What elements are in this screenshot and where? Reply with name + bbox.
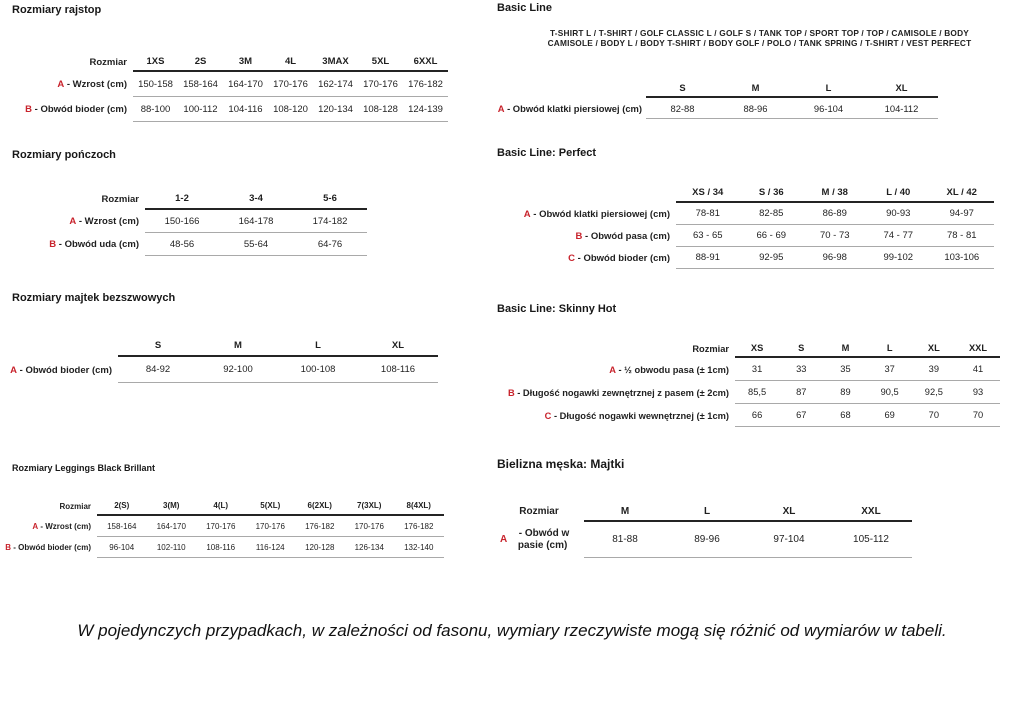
table-row [8,357,438,383]
column-header: L [868,339,912,358]
table-cell: 116-124 [246,537,296,558]
column-header: 2S [178,52,223,72]
column-header: L [792,78,865,98]
table-cell: 55-64 [219,233,293,256]
row-label [8,357,118,383]
table-cell: 100-112 [178,97,223,122]
table-cell: 102-110 [147,537,197,558]
column-header: XL [748,502,830,522]
table-cell: 104-116 [223,97,268,122]
table-basic-line-perfect [500,184,994,269]
table-row [497,98,938,119]
row-label-text: - Obwód bioder (cm) [11,543,91,552]
heading-ponczochy: Rozmiary pończoch [12,149,116,161]
table-row [500,203,994,225]
column-header: 4L [268,52,313,72]
row-letter: A [10,364,17,376]
basic-line-product-list [502,29,1017,48]
column-header: XL [358,336,438,357]
column-header: 3(M) [147,497,197,516]
row-label [500,381,735,404]
row-label [500,404,735,427]
row-letter: A [500,534,508,545]
table-cell: 176-182 [394,516,444,537]
table-cell: 94-97 [930,203,994,225]
table-cell: 158-164 [178,72,223,97]
table-cell: 88-96 [719,98,792,119]
table-cell: 89-96 [666,522,748,558]
row-label [8,516,97,537]
row-label-text: - Obwód uda (cm) [56,239,139,250]
row-label-text: - Obwód pasa (cm) [582,230,670,242]
column-header: 5-6 [293,189,367,210]
table-cell: 81-88 [584,522,666,558]
table-rajstop [8,52,448,122]
table-header-row [500,184,994,203]
column-header: S [779,339,823,358]
row-label [8,233,145,256]
table-cell: 96-104 [792,98,865,119]
column-header: 4(L) [196,497,246,516]
table-cell: 41 [956,358,1000,381]
table-cell: 67 [779,404,823,427]
table-cell: 31 [735,358,779,381]
table-cell: 170-176 [345,516,395,537]
column-header: XS / 34 [676,184,740,203]
row-label [500,203,676,225]
table-cell: 68 [823,404,867,427]
table-cell: 90-93 [867,203,931,225]
row-letter: A [69,216,77,227]
row-label-text: - Obwód bioder (cm) [32,104,127,115]
row-label-text: - Obwód bioder (cm) [575,252,670,264]
table-cell: 93 [956,381,1000,404]
table-cell: 70 [956,404,1000,427]
table-basic-line-skinny-hot [500,339,1000,427]
table-cell: 86-89 [803,203,867,225]
column-header: 2(S) [97,497,147,516]
column-header: 1XS [133,52,178,72]
table-cell: 126-134 [345,537,395,558]
table-cell: 164-178 [219,210,293,233]
table-header-row [8,497,444,516]
table-row [500,381,1000,404]
table-cell: 88-100 [133,97,178,122]
row-letter: A [609,364,616,375]
table-corner-label [500,184,676,203]
table-cell: 70 - 73 [803,225,867,247]
table-corner-label: Rozmiar [59,502,91,511]
table-cell: 37 [868,358,912,381]
row-label [8,72,133,97]
table-cell: 164-170 [147,516,197,537]
row-letter: B [575,230,583,242]
table-cell: 63 - 65 [676,225,740,247]
row-label-text: - Wzrost (cm) [76,216,139,227]
table-cell: 89 [823,381,867,404]
table-cell: 74 - 77 [867,225,931,247]
table-cell: 78-81 [676,203,740,225]
table-corner-label [500,78,646,98]
table-cell: 85,5 [735,381,779,404]
heading-majtki-bezszwowe: Rozmiary majtek bezszwowych [12,292,176,304]
column-header: L [666,502,748,522]
row-letter: A [497,103,505,114]
table-bielizna-meska [500,502,912,558]
row-label-text: - Wzrost (cm) [64,79,127,90]
table-cell: 108-128 [358,97,403,122]
table-cell: 84-92 [118,357,198,383]
column-header: S [118,336,198,357]
row-letter: C [544,410,552,421]
table-cell: 99-102 [867,247,931,269]
table-row [500,358,1000,381]
table-row [8,72,448,97]
table-cell: 92,5 [912,381,956,404]
heading-rajstop: Rozmiary rajstop [12,4,102,16]
table-row [500,404,1000,427]
table-row [500,225,994,247]
table-cell: 170-176 [196,516,246,537]
table-cell: 69 [868,404,912,427]
table-corner-label: Rozmiar [519,506,559,517]
table-cell: 103-106 [930,247,994,269]
column-header: S / 36 [740,184,804,203]
table-cell: 82-85 [740,203,804,225]
table-corner-label: Rozmiar [101,194,139,205]
table-cell: 132-140 [394,537,444,558]
table-row [5,537,444,558]
column-header: XS [735,339,779,358]
row-label-text: - ½ obwodu pasa (± 1cm) [615,364,729,375]
column-header: 6XXL [403,52,448,72]
table-corner-label [8,336,118,357]
row-label [500,358,735,381]
row-letter: A [523,208,531,220]
column-header: 1-2 [145,189,219,210]
heading-basic-line: Basic Line [497,2,553,14]
row-label-text: - Wzrost (cm) [38,522,91,531]
table-cell: 90,5 [868,381,912,404]
table-header-row [8,336,438,357]
table-cell: 150-158 [133,72,178,97]
table-row [8,233,367,256]
row-label-text: - Długość nogawki wewnętrznej (± 1cm) [551,410,729,421]
row-letter: A [32,522,39,531]
row-letter: B [5,543,11,552]
table-cell: 92-100 [198,357,278,383]
column-header: M [584,502,666,522]
row-label [8,97,133,122]
heading-basic-line-skinny-hot: Basic Line: Skinny Hot [497,303,617,315]
table-cell: 170-176 [246,516,296,537]
table-cell: 100-108 [278,357,358,383]
column-header: M / 38 [803,184,867,203]
row-label-text: - Obwód klatki piersiowej (cm) [530,208,670,220]
table-leggings [5,497,444,558]
table-row [500,522,912,558]
column-header: XL [912,339,956,358]
row-label [500,225,676,247]
table-cell: 70 [912,404,956,427]
table-header-row [8,52,448,72]
column-header: 5(XL) [246,497,296,516]
column-header: M [823,339,867,358]
table-cell: 124-139 [403,97,448,122]
table-cell: 97-104 [748,522,830,558]
table-ponczochy [8,189,367,256]
table-row [8,97,448,122]
row-label-text: - Długość nogawki zewnętrznej z pasem (± 2cm) [514,387,729,398]
table-row [500,247,994,269]
table-corner-label: Rozmiar [692,343,729,354]
heading-bielizna-meska: Bielizna męska: Majtki [497,457,625,471]
column-header: 5XL [358,52,403,72]
row-label [497,98,646,119]
table-cell: 104-112 [865,98,938,119]
row-label [500,247,676,269]
table-cell: 108-120 [268,97,313,122]
table-cell: 108-116 [358,357,438,383]
table-cell: 176-182 [403,72,448,97]
product-list-line2: CAMISOLE / BODY L / BODY T-SHIRT / BODY GOLF / POLO / TANK SPRING / T-SHIRT / VEST PERFECT [547,37,972,48]
table-row [8,210,367,233]
row-letter: B [49,239,57,250]
table-cell: 150-166 [145,210,219,233]
column-header: L [278,336,358,357]
column-header: 7(3XL) [345,497,395,516]
column-header: M [719,78,792,98]
column-header: XL / 42 [930,184,994,203]
table-cell: 87 [779,381,823,404]
table-cell: 96-98 [803,247,867,269]
column-header: L / 40 [867,184,931,203]
table-cell: 48-56 [145,233,219,256]
table-header-row [8,189,367,210]
column-header: 3M [223,52,268,72]
table-cell: 108-116 [196,537,246,558]
table-cell: 174-182 [293,210,367,233]
column-header: S [646,78,719,98]
table-header-row [500,339,1000,358]
table-cell: 170-176 [358,72,403,97]
table-cell: 33 [779,358,823,381]
column-header: XL [865,78,938,98]
table-cell: 35 [823,358,867,381]
table-cell: 120-128 [295,537,345,558]
column-header: M [198,336,278,357]
table-row [8,516,444,537]
table-cell: 162-174 [313,72,358,97]
column-header: 6(2XL) [295,497,345,516]
table-corner-label: Rozmiar [89,56,127,68]
row-label [5,537,97,558]
table-header-row [500,502,912,522]
row-label [500,522,584,558]
table-cell: 105-112 [830,522,912,558]
table-cell: 88-91 [676,247,740,269]
column-header: 8(4XL) [394,497,444,516]
row-label-text: - Obwód klatki piersiowej (cm) [504,103,642,114]
table-cell: 176-182 [295,516,345,537]
row-label-text: - Obwód w pasie (cm) [515,528,570,551]
table-basic-line [497,78,938,119]
table-cell: 82-88 [646,98,719,119]
column-header: XXL [956,339,1000,358]
table-cell: 170-176 [268,72,313,97]
table-cell: 96-104 [97,537,147,558]
table-cell: 64-76 [293,233,367,256]
row-letter: B [507,387,515,398]
row-letter: B [25,104,32,115]
table-cell: 164-170 [223,72,268,97]
table-header-row [500,78,938,98]
heading-leggings: Rozmiary Leggings Black Brillant [12,463,156,473]
table-cell: 92-95 [740,247,804,269]
heading-basic-line-perfect: Basic Line: Perfect [497,147,597,159]
column-header: 3-4 [219,189,293,210]
table-cell: 66 [735,404,779,427]
row-letter: A [57,79,65,90]
table-cell: 120-134 [313,97,358,122]
column-header: XXL [830,502,912,522]
table-majtki-bezszwowe [8,336,438,383]
row-label [8,210,145,233]
disclaimer-note: W pojedynczych przypadkach, w zależności od fasonu, wymiary rzeczywiste mogą się różnić od wymiarów w tabeli. [77,621,947,640]
table-cell: 78 - 81 [930,225,994,247]
row-label-text: - Obwód bioder (cm) [17,364,112,376]
table-cell: 39 [912,358,956,381]
table-cell: 158-164 [97,516,147,537]
row-letter: C [568,252,575,264]
product-list-line1: T-SHIRT L / T-SHIRT / GOLF CLASSIC L / GOLF S / TANK TOP / SPORT TOP / TOP / CAMISOLE / BODY [550,28,969,38]
column-header: 3MAX [313,52,358,72]
table-cell: 66 - 69 [740,225,804,247]
